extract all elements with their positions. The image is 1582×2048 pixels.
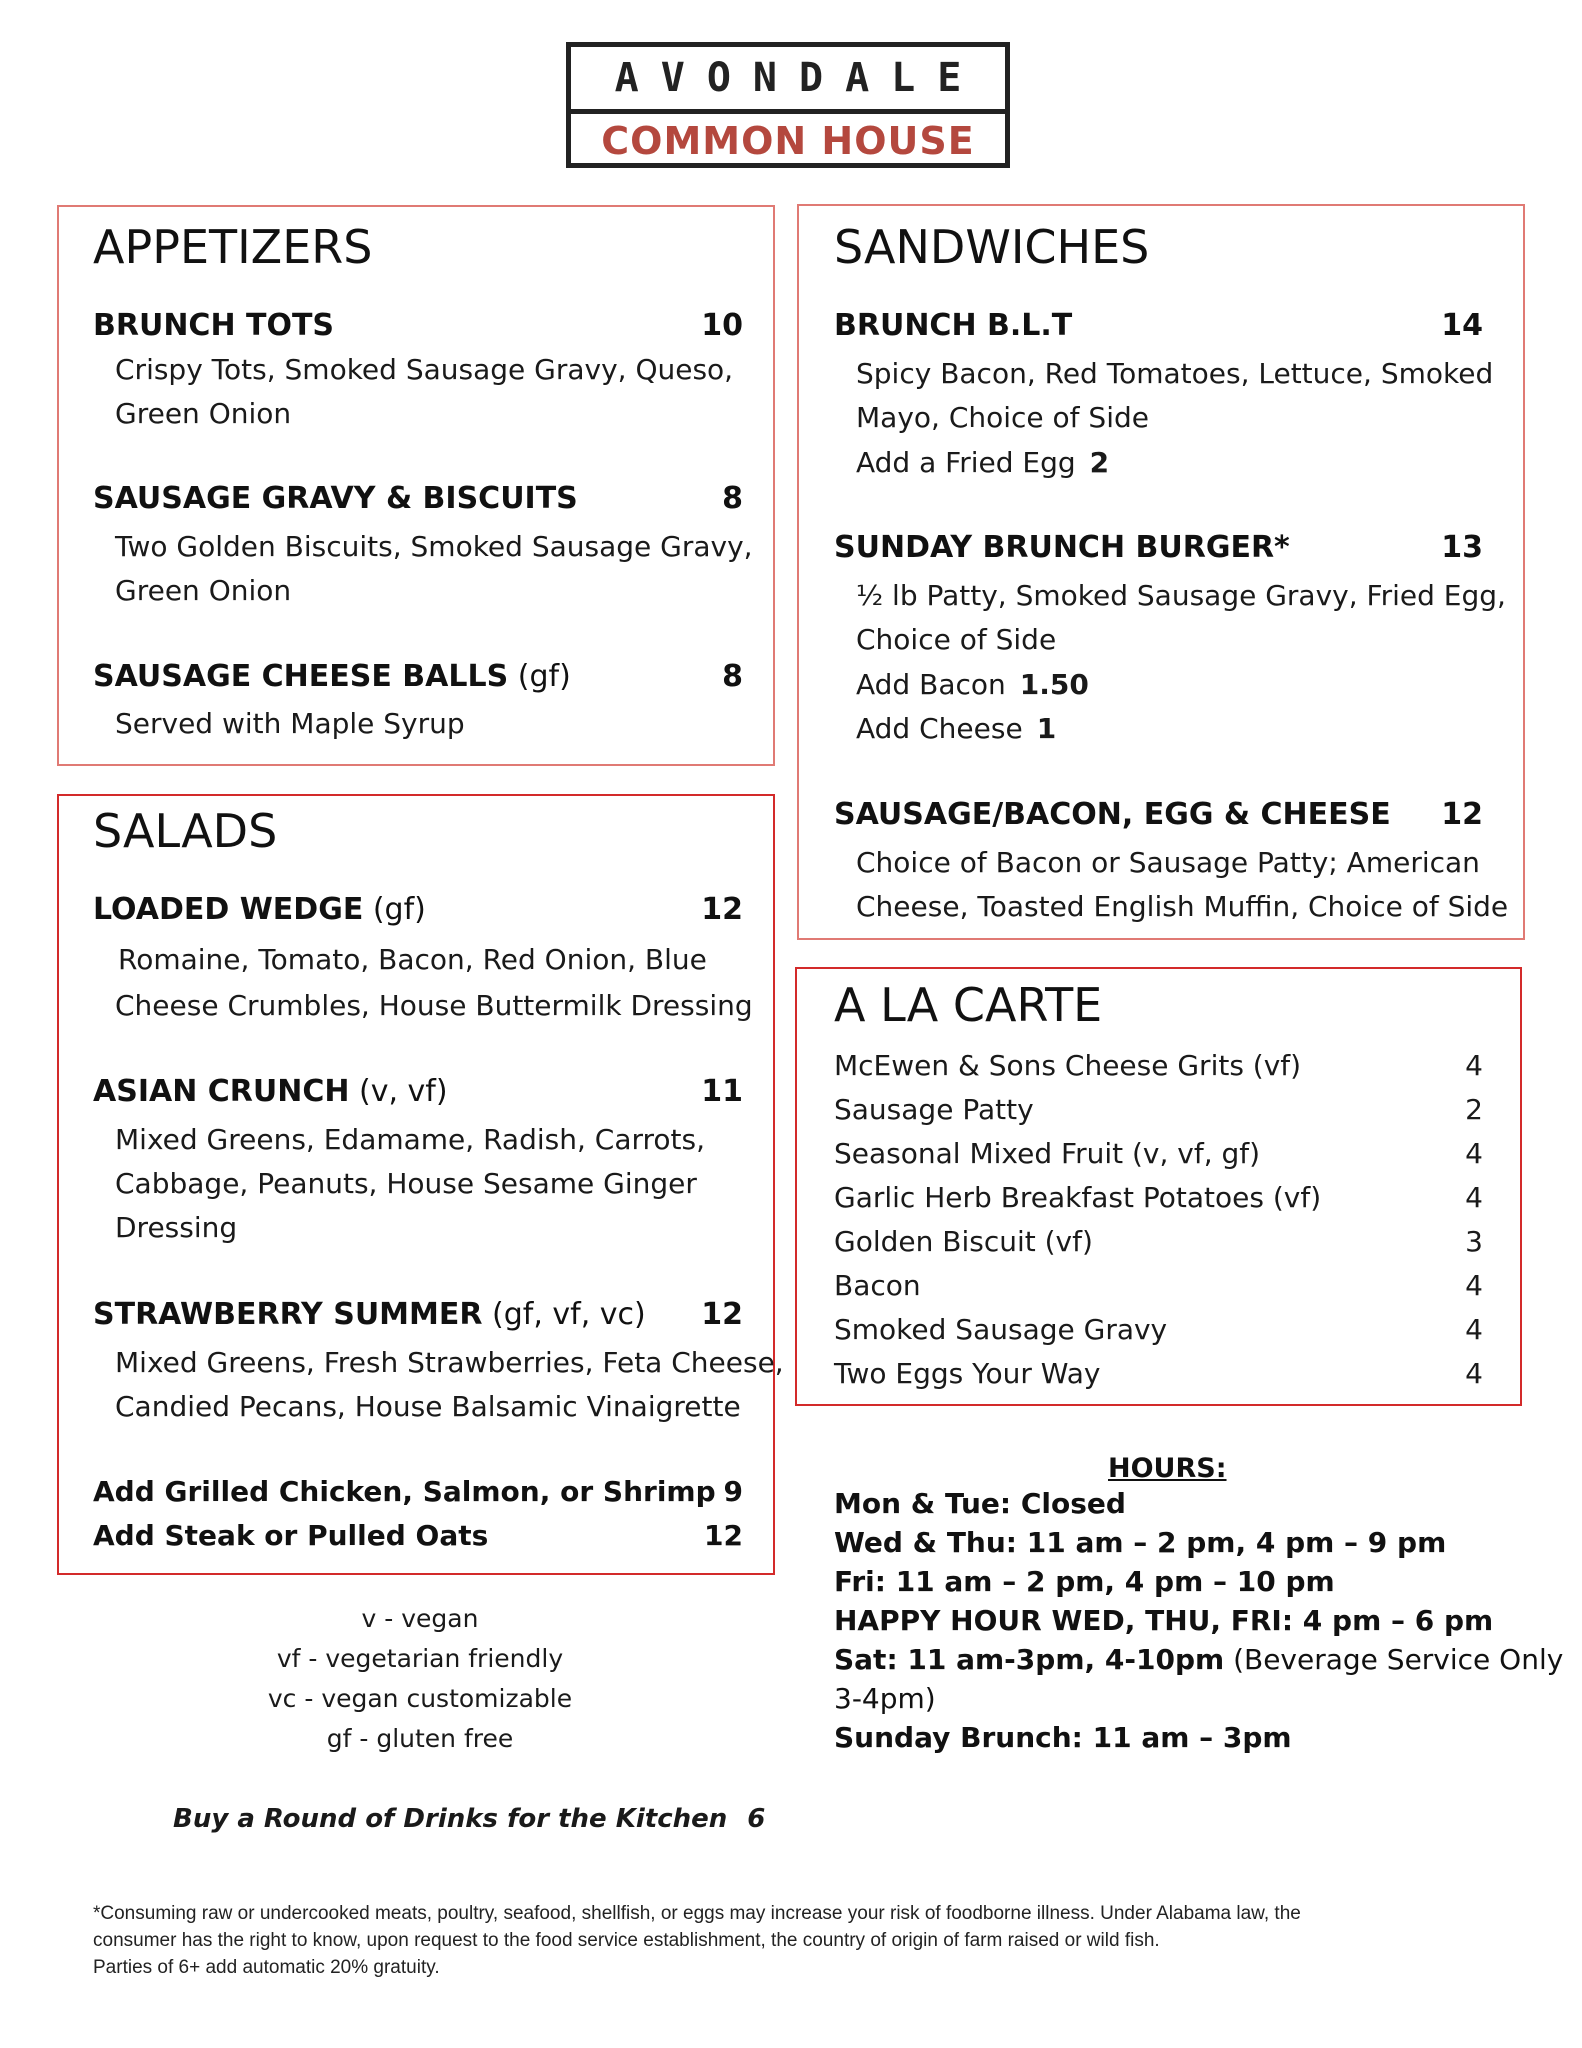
hours-line: 3-4pm) <box>834 1682 936 1715</box>
menu-item-description: Green Onion <box>115 397 292 430</box>
menu-item-price: 8 <box>722 659 743 694</box>
logo-line-2: COMMON HOUSE <box>601 119 975 163</box>
sandwich-addon: Add Bacon 1.50 <box>856 668 1089 701</box>
salads-heading: SALADS <box>93 804 278 858</box>
menu-item-description: Romaine, Tomato, Bacon, Red Onion, Blue <box>118 943 707 976</box>
menu-item-price: 13 <box>1441 530 1483 565</box>
menu-item-description: Crispy Tots, Smoked Sausage Gravy, Queso, <box>115 353 734 386</box>
a-la-carte-price: 4 <box>1465 1181 1483 1214</box>
a-la-carte-price: 4 <box>1465 1269 1483 1302</box>
menu-item-name: SAUSAGE CHEESE BALLS (gf) <box>93 659 571 694</box>
menu-item-name: STRAWBERRY SUMMER (gf, vf, vc) <box>93 1297 646 1332</box>
menu-item-price: 12 <box>701 1297 743 1332</box>
menu-item-description: Mixed Greens, Fresh Strawberries, Feta Cheese, <box>115 1346 784 1379</box>
hours-line: HAPPY HOUR WED, THU, FRI: 4 pm – 6 pm <box>834 1604 1494 1637</box>
menu-item-description: Mayo, Choice of Side <box>856 401 1149 434</box>
a-la-carte-item: McEwen & Sons Cheese Grits (vf) <box>834 1049 1302 1082</box>
menu-item-name: SAUSAGE/BACON, EGG & CHEESE <box>834 797 1391 832</box>
a-la-carte-price: 4 <box>1465 1137 1483 1170</box>
logo <box>566 42 1010 168</box>
menu-item-description: Green Onion <box>115 574 292 607</box>
sandwiches-heading: SANDWICHES <box>834 220 1150 274</box>
menu-item-name: SUNDAY BRUNCH BURGER* <box>834 530 1290 565</box>
a-la-carte-item: Golden Biscuit (vf) <box>834 1225 1093 1258</box>
salad-addon: Add Steak or Pulled Oats <box>93 1519 489 1552</box>
a-la-carte-price: 4 <box>1465 1357 1483 1390</box>
logo-line-1: AVONDALE <box>571 47 1005 114</box>
menu-item-description: Candied Pecans, House Balsamic Vinaigrette <box>115 1390 741 1423</box>
sandwich-addon: Add a Fried Egg 2 <box>856 446 1110 479</box>
menu-item-price: 14 <box>1441 308 1483 343</box>
a-la-carte-item: Seasonal Mixed Fruit (v, vf, gf) <box>834 1137 1261 1170</box>
menu-item-price: 8 <box>722 481 743 516</box>
appetizers-heading: APPETIZERS <box>93 220 373 274</box>
a-la-carte-item: Sausage Patty <box>834 1093 1034 1126</box>
hours-line: Sunday Brunch: 11 am – 3pm <box>834 1721 1292 1754</box>
salad-addon-price: 9 <box>723 1475 743 1508</box>
a-la-carte-price: 3 <box>1465 1225 1483 1258</box>
sandwich-addon: Add Cheese 1 <box>856 712 1057 745</box>
disclaimer-line: *Consuming raw or undercooked meats, poultry, seafood, shellfish, or eggs may increase your risk of foodborne illness. Under Alabama law, the <box>93 1903 1301 1924</box>
hours-title: HOURS: <box>1108 1453 1227 1484</box>
legend-item: vc - vegan customizable <box>267 1684 573 1713</box>
menu-item-description: Spicy Bacon, Red Tomatoes, Lettuce, Smoked <box>856 357 1494 390</box>
menu-item-description: Choice of Side <box>856 623 1057 656</box>
disclaimer-line: Parties of 6+ add automatic 20% gratuity. <box>93 1957 440 1978</box>
menu-item-description: Cheese, Toasted English Muffin, Choice of Side <box>856 890 1509 923</box>
a-la-carte-item: Bacon <box>834 1269 921 1302</box>
a-la-carte-price: 2 <box>1465 1093 1483 1126</box>
a-la-carte-item: Smoked Sausage Gravy <box>834 1313 1168 1346</box>
legend-item: vf - vegetarian friendly <box>276 1644 564 1673</box>
a-la-carte-price: 4 <box>1465 1049 1483 1082</box>
salad-addon-price: 12 <box>704 1519 743 1552</box>
menu-item-description: Cabbage, Peanuts, House Sesame Ginger <box>115 1167 697 1200</box>
menu-item-description: Cheese Crumbles, House Buttermilk Dressing <box>115 989 753 1022</box>
a-la-carte-price: 4 <box>1465 1313 1483 1346</box>
menu-item-name: BRUNCH TOTS <box>93 308 335 343</box>
hours-line: Sat: 11 am-3pm, 4-10pm (Beverage Service Only <box>834 1643 1564 1676</box>
hours-line: Fri: 11 am – 2 pm, 4 pm – 10 pm <box>834 1565 1335 1598</box>
menu-item-description: Served with Maple Syrup <box>115 707 465 740</box>
a-la-carte-heading: A LA CARTE <box>834 978 1103 1032</box>
menu-item-price: 10 <box>701 308 743 343</box>
a-la-carte-item: Garlic Herb Breakfast Potatoes (vf) <box>834 1181 1322 1214</box>
disclaimer-line: consumer has the right to know, upon request to the food service establishment, the country of origin of farm raised or wild fish. <box>93 1930 1160 1951</box>
salad-addon: Add Grilled Chicken, Salmon, or Shrimp <box>93 1475 716 1508</box>
menu-item-price: 11 <box>701 1074 743 1109</box>
menu-item-name: SAUSAGE GRAVY & BISCUITS <box>93 481 578 516</box>
menu-item-description: ½ lb Patty, Smoked Sausage Gravy, Fried Egg, <box>856 579 1506 612</box>
menu-item-name: ASIAN CRUNCH (v, vf) <box>93 1074 448 1109</box>
legend-item: v - vegan <box>361 1604 479 1633</box>
menu-item-price: 12 <box>701 892 743 927</box>
menu-item-description: Dressing <box>115 1211 238 1244</box>
hours-line: Wed & Thu: 11 am – 2 pm, 4 pm – 9 pm <box>834 1526 1447 1559</box>
menu-item-name: LOADED WEDGE (gf) <box>93 892 426 927</box>
menu-item-description: Choice of Bacon or Sausage Patty; American <box>856 846 1480 879</box>
menu-item-name: BRUNCH B.L.T <box>834 308 1073 343</box>
hours-line: Mon & Tue: Closed <box>834 1487 1126 1520</box>
legend-item: gf - gluten free <box>326 1724 514 1753</box>
menu-item-description: Two Golden Biscuits, Smoked Sausage Gravy, <box>115 530 753 563</box>
menu-item-description: Mixed Greens, Edamame, Radish, Carrots, <box>115 1123 705 1156</box>
menu-item-price: 12 <box>1441 797 1483 832</box>
kitchen-drinks-offer: Buy a Round of Drinks for the Kitchen 6 <box>173 1804 766 1834</box>
a-la-carte-item: Two Eggs Your Way <box>834 1357 1101 1390</box>
